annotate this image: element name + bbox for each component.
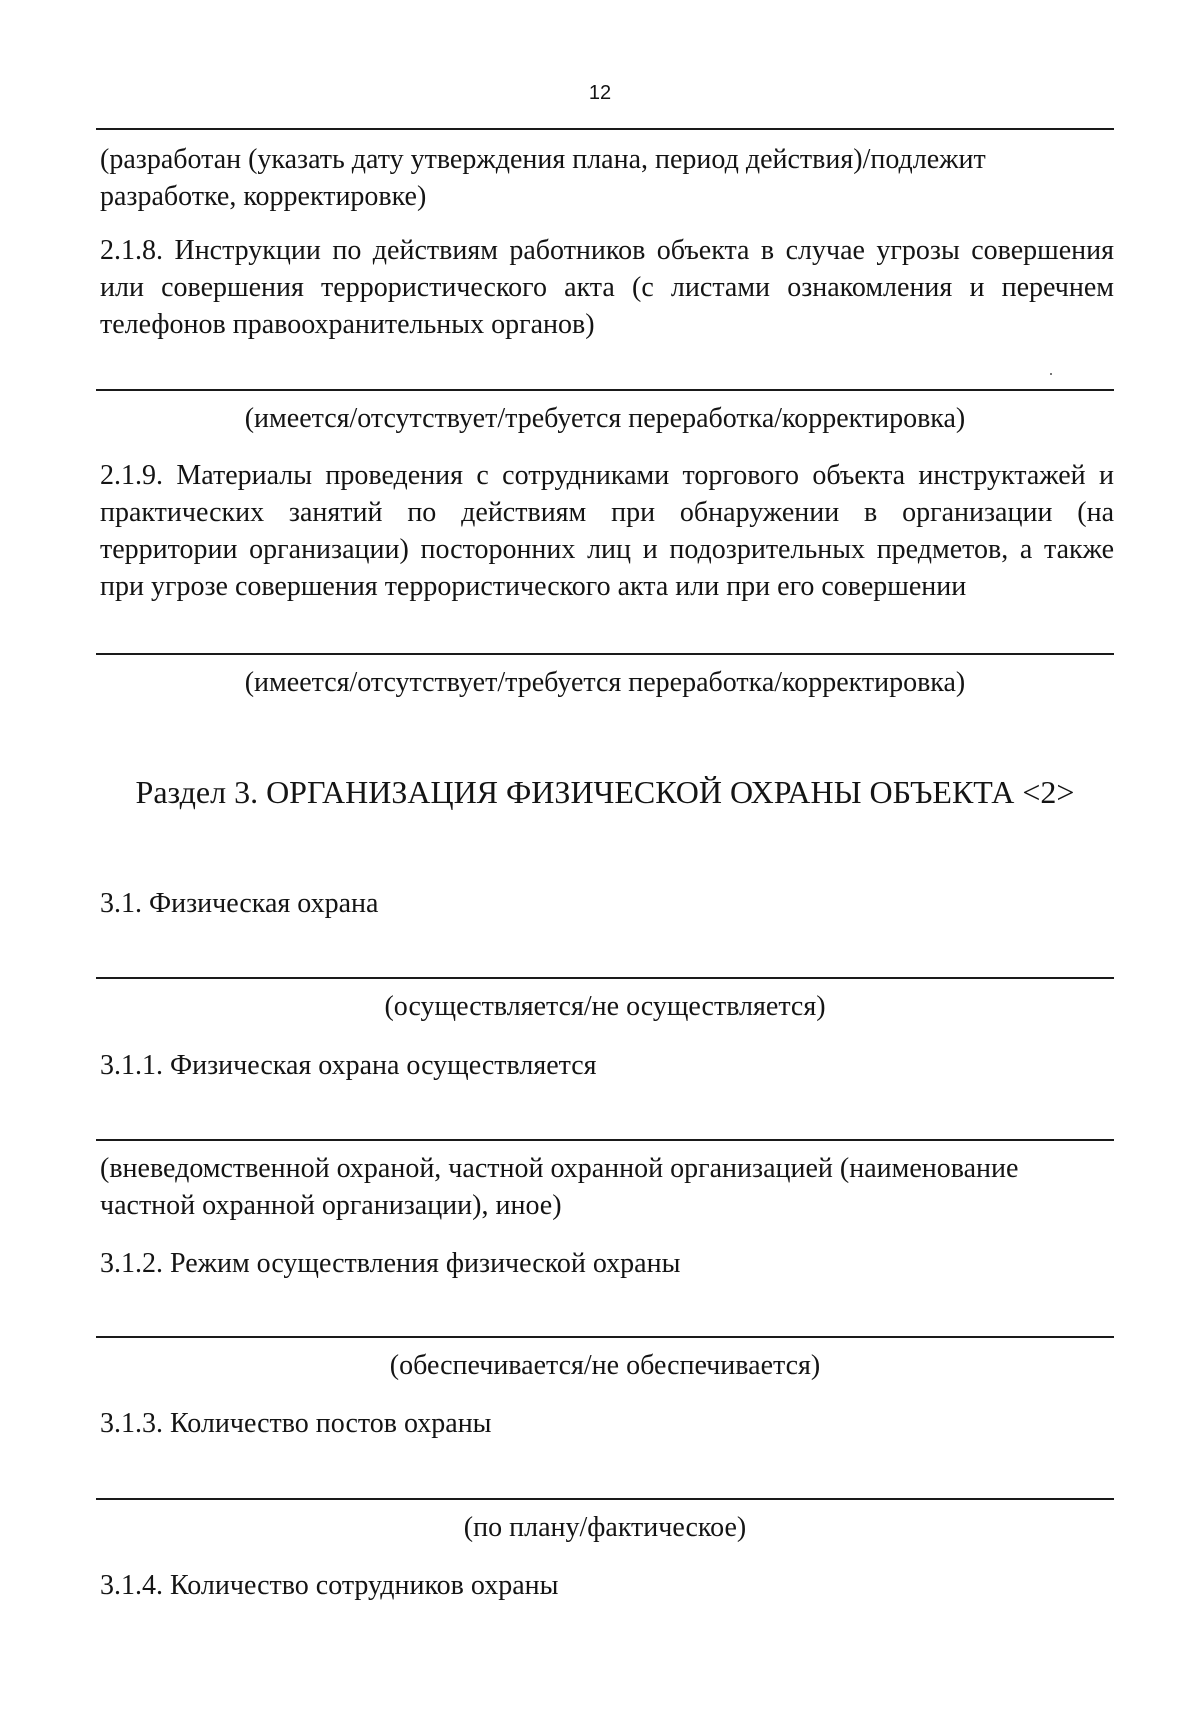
- fill-in-line: [96, 1498, 1114, 1500]
- fill-in-line: [96, 977, 1114, 979]
- paragraph-3-1-3: 3.1.3. Количество постов охраны: [100, 1408, 492, 1439]
- field-caption-2-1-9: (имеется/отсутствует/требуется переработка/корректировка): [244, 667, 966, 698]
- paragraph-3-1: 3.1. Физическая охрана: [100, 888, 379, 919]
- fill-in-line: [96, 653, 1114, 655]
- paragraph-3-1-2: 3.1.2. Режим осуществления физической охраны: [100, 1248, 681, 1279]
- field-caption-3-1-1: (вневедомственной охраной, частной охранной организацией (наименование частной охранной организации), иное): [100, 1153, 1019, 1221]
- field-caption-3-1-2: (обеспечивается/не обеспечивается): [389, 1350, 821, 1381]
- fill-in-line: [96, 1139, 1114, 1141]
- fill-in-line: [96, 389, 1114, 391]
- field-caption-2-1-7: (разработан (указать дату утверждения плана, период действия)/подлежит разработке, корректировке): [100, 144, 986, 212]
- paragraph-3-1-4: 3.1.4. Количество сотрудников охраны: [100, 1570, 559, 1601]
- paragraph-2-1-9: 2.1.9. Материалы проведения с сотрудниками торгового объекта инструктажей и практических занятий по действиям при обнаружении в организации (на территории организации) посторонних лиц и подозрительных предметов, а также при угрозе совершения террористического акта или при его совершении: [100, 460, 1114, 602]
- field-caption-2-1-8: (имеется/отсутствует/требуется переработка/корректировка): [244, 403, 966, 434]
- paragraph-3-1-1: 3.1.1. Физическая охрана осуществляется: [100, 1050, 597, 1081]
- fill-in-line: [96, 128, 1114, 130]
- fill-in-line: [96, 1336, 1114, 1338]
- page-number: 12: [588, 82, 612, 104]
- section-3-heading: Раздел 3. ОРГАНИЗАЦИЯ ФИЗИЧЕСКОЙ ОХРАНЫ ОБЪЕКТА <2>: [135, 774, 1075, 810]
- field-caption-3-1-3: (по плану/фактическое): [463, 1512, 747, 1543]
- paragraph-2-1-8: 2.1.8. Инструкции по действиям работников объекта в случае угрозы совершения или совершения террористического акта (с листами ознакомления и перечнем телефонов правоохранительных органов): [100, 235, 1114, 340]
- field-caption-3-1: (осуществляется/не осуществляется): [384, 991, 826, 1022]
- scan-speck: [1050, 373, 1052, 375]
